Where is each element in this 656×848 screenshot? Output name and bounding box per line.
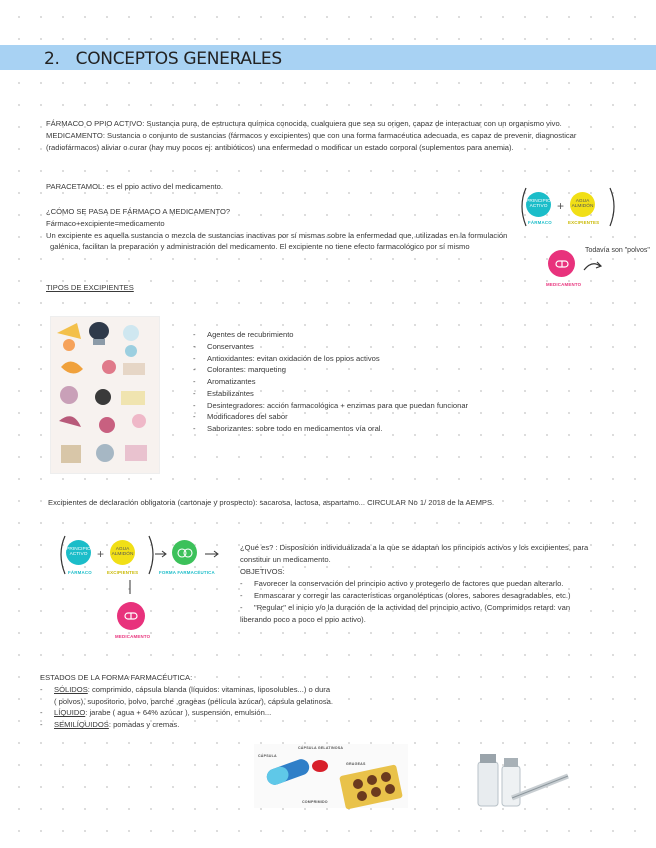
pill-types-art [254, 744, 408, 808]
liquido-label: LÍQUIDO [54, 708, 86, 718]
list-item [40, 707, 460, 719]
farmaco-definition: FÁRMACO O PPIO ACTIVO: Sustancia pura, de estructura química conocida, cualquiera que sea su origen, capaz de interactuar con un organismo vivo. [46, 119, 562, 128]
pills-icon [177, 547, 193, 559]
excipients-infographic-art [51, 317, 159, 473]
states-heading: ESTADOS DE LA FORMA FARMACÉUTICA: [40, 673, 193, 682]
list-item: - Antioxidantes: evitan oxidación de los ppios activos [193, 353, 613, 365]
list-item: - Colorantes: marqueting [193, 364, 613, 376]
states-block [40, 672, 460, 731]
medicamento-label-2: MEDICAMENTO [115, 634, 151, 639]
forma-circle [172, 540, 197, 565]
solidos-text: : comprimido, cápsula blanda (líquidos: vitaminas, liposolubles...) o dura [87, 684, 331, 694]
farmaco-circle-2-text: PRINCIPIO ACTIVO [66, 546, 91, 557]
medicamento-label: MEDICAMENTO [546, 282, 582, 287]
label-comprimido: COMPRIMIDO [302, 800, 328, 804]
excipiente-definition-2: galénica, facilitan la preparación y administración del medicamento. El excipiente no tiene efecto farmacológico por sí mismo [50, 242, 470, 252]
farmaco-circle-text: PRINCIPIO ACTIVO [526, 198, 551, 209]
list-item [40, 719, 460, 731]
paracetamol-definition: PARACETAMOL: es el ppio activo del medicamento. [46, 182, 223, 191]
excipientes-circle-2-text: AGUA ALMIDÓN [111, 546, 134, 557]
list-item: - Conservantes [193, 341, 613, 353]
excipientes-circle-2 [110, 540, 135, 565]
solidos-cont: ( polvos), supositorio, polvo, parche ,grageas (película azúcar), cápsula gelatinosa. [54, 696, 334, 706]
list-item: - "Regular" el inicio y/o la duración de la actividad del principio activo. (Comprimidos retard: van [240, 602, 610, 614]
list-item: - Desintegradores: acción farmacológica + enzimas para que puedan funcionar [193, 400, 613, 412]
capsule-icon [124, 611, 138, 621]
list-item: - Enmascarar y corregir las características organolépticas (olores, sabores desagradables, etc.) [240, 590, 610, 602]
excipientes-label-2: EXCIPIENTES [107, 570, 139, 575]
forma-label: FORMA FARMACÉUTICA [159, 570, 215, 575]
farmaco-circle [526, 192, 551, 217]
list-item: - Modificadores del sabor [193, 411, 613, 423]
capsule-icon [555, 259, 569, 269]
list-item: - Favorecer la conservación del principio activo y protegerlo de factores que puedan alterarlo. [240, 578, 610, 590]
how-formula: Fármaco+excipiente=medicamento [46, 218, 165, 228]
farmaco-circle-2 [66, 540, 91, 565]
solidos-label: SÓLIDOS [54, 684, 88, 694]
label-capsula-gelatinosa: CÁPSULA GELATINOSA [298, 746, 344, 750]
vials-syringe-art [472, 742, 572, 812]
forma-info [240, 542, 610, 625]
forma-farmaceutica-diagram [55, 532, 230, 648]
list-item: - Agentes de recubrimiento [193, 329, 613, 341]
liquido-text: : jarabe ( agua + 64% azúcar ), suspensión, emulsión... [85, 708, 272, 718]
excipient-types-list [193, 329, 613, 435]
list-item: - Estabilizantes [193, 388, 613, 400]
list-item [40, 684, 460, 696]
how-block [46, 206, 526, 253]
plus-sign-2: + [97, 547, 105, 561]
farmaco-label-2: FÁRMACO [68, 570, 92, 575]
forma-question-cont: constituir un medicamento. [240, 554, 331, 564]
polvos-note: Todavía son "polvos" [585, 247, 650, 254]
objetivos-heading: OBJETIVOS: [240, 566, 285, 576]
section-title-text: CONCEPTOS GENERALES [75, 49, 282, 69]
farmaco-label: FÁRMACO [528, 220, 552, 225]
pill-types-photo [254, 744, 408, 808]
excipiente-definition-1: Un excipiente es aquella sustancia o mezcla de sustancias inactivas por sí mismas sobre la enfermedad que, utilizadas en la formulación [46, 230, 508, 240]
section-number: 2. [44, 49, 60, 69]
medicamento-definition-2: (radiofármacos) aliviar o curar (hay muy pocos ej: antibióticos) una enfermedad o modificar un estado corporal (suplementos para anemia). [46, 142, 514, 152]
medicamento-circle [548, 250, 575, 277]
semiliquidos-label: SEMILÍQUIDOS [54, 720, 109, 730]
excipients-infographic [50, 316, 160, 474]
definitions-block [46, 118, 616, 153]
excipientes-label: EXCIPIENTES [568, 220, 600, 225]
excipientes-circle [570, 192, 595, 217]
section-title [44, 48, 282, 70]
excipientes-circle-text: AGUA ALMIDÓN [571, 198, 594, 209]
medicamento-circle-2 [117, 602, 145, 630]
objetivo-3-cont: liberando poco a poco el ppio activo). [240, 614, 366, 624]
plus-sign: + [557, 199, 565, 213]
vials-syringe-photo [472, 742, 572, 812]
label-grageas: GRAGEAS [346, 762, 366, 766]
list-item: - Saborizantes: sobre todo en medicamentos vía oral. [193, 423, 613, 435]
mandatory-excipients-note: Excipientes de declaración obligatoria (cartonaje y prospecto): sacarosa, lactosa, aspartamo... CIRCULAR No 1/ 2018 de la AEMPS. [48, 498, 495, 507]
medicamento-definition-1: MEDICAMENTO: Sustancia o conjunto de sustancias (fármacos y excipientes) que con una forma farmacéutica adecuada, es capaz de prevenir, diagnosticar [46, 130, 577, 140]
semiliquidos-text: : pomadas y cremas. [108, 720, 180, 730]
farmaco-medicamento-diagram [518, 184, 648, 294]
list-item: - Aromatizantes [193, 376, 613, 388]
excipient-types-heading: TIPOS DE EXCIPIENTES [46, 283, 134, 292]
how-question: ¿CÓMO SE PASA DE FÁRMACO A MEDICAMENTO? [46, 207, 231, 216]
forma-question: ¿Qué es? : Disposición individualizada a la que se adaptan los principios activos y los excipientes, para [240, 543, 589, 552]
label-capsula: CÁPSULA [258, 754, 277, 758]
